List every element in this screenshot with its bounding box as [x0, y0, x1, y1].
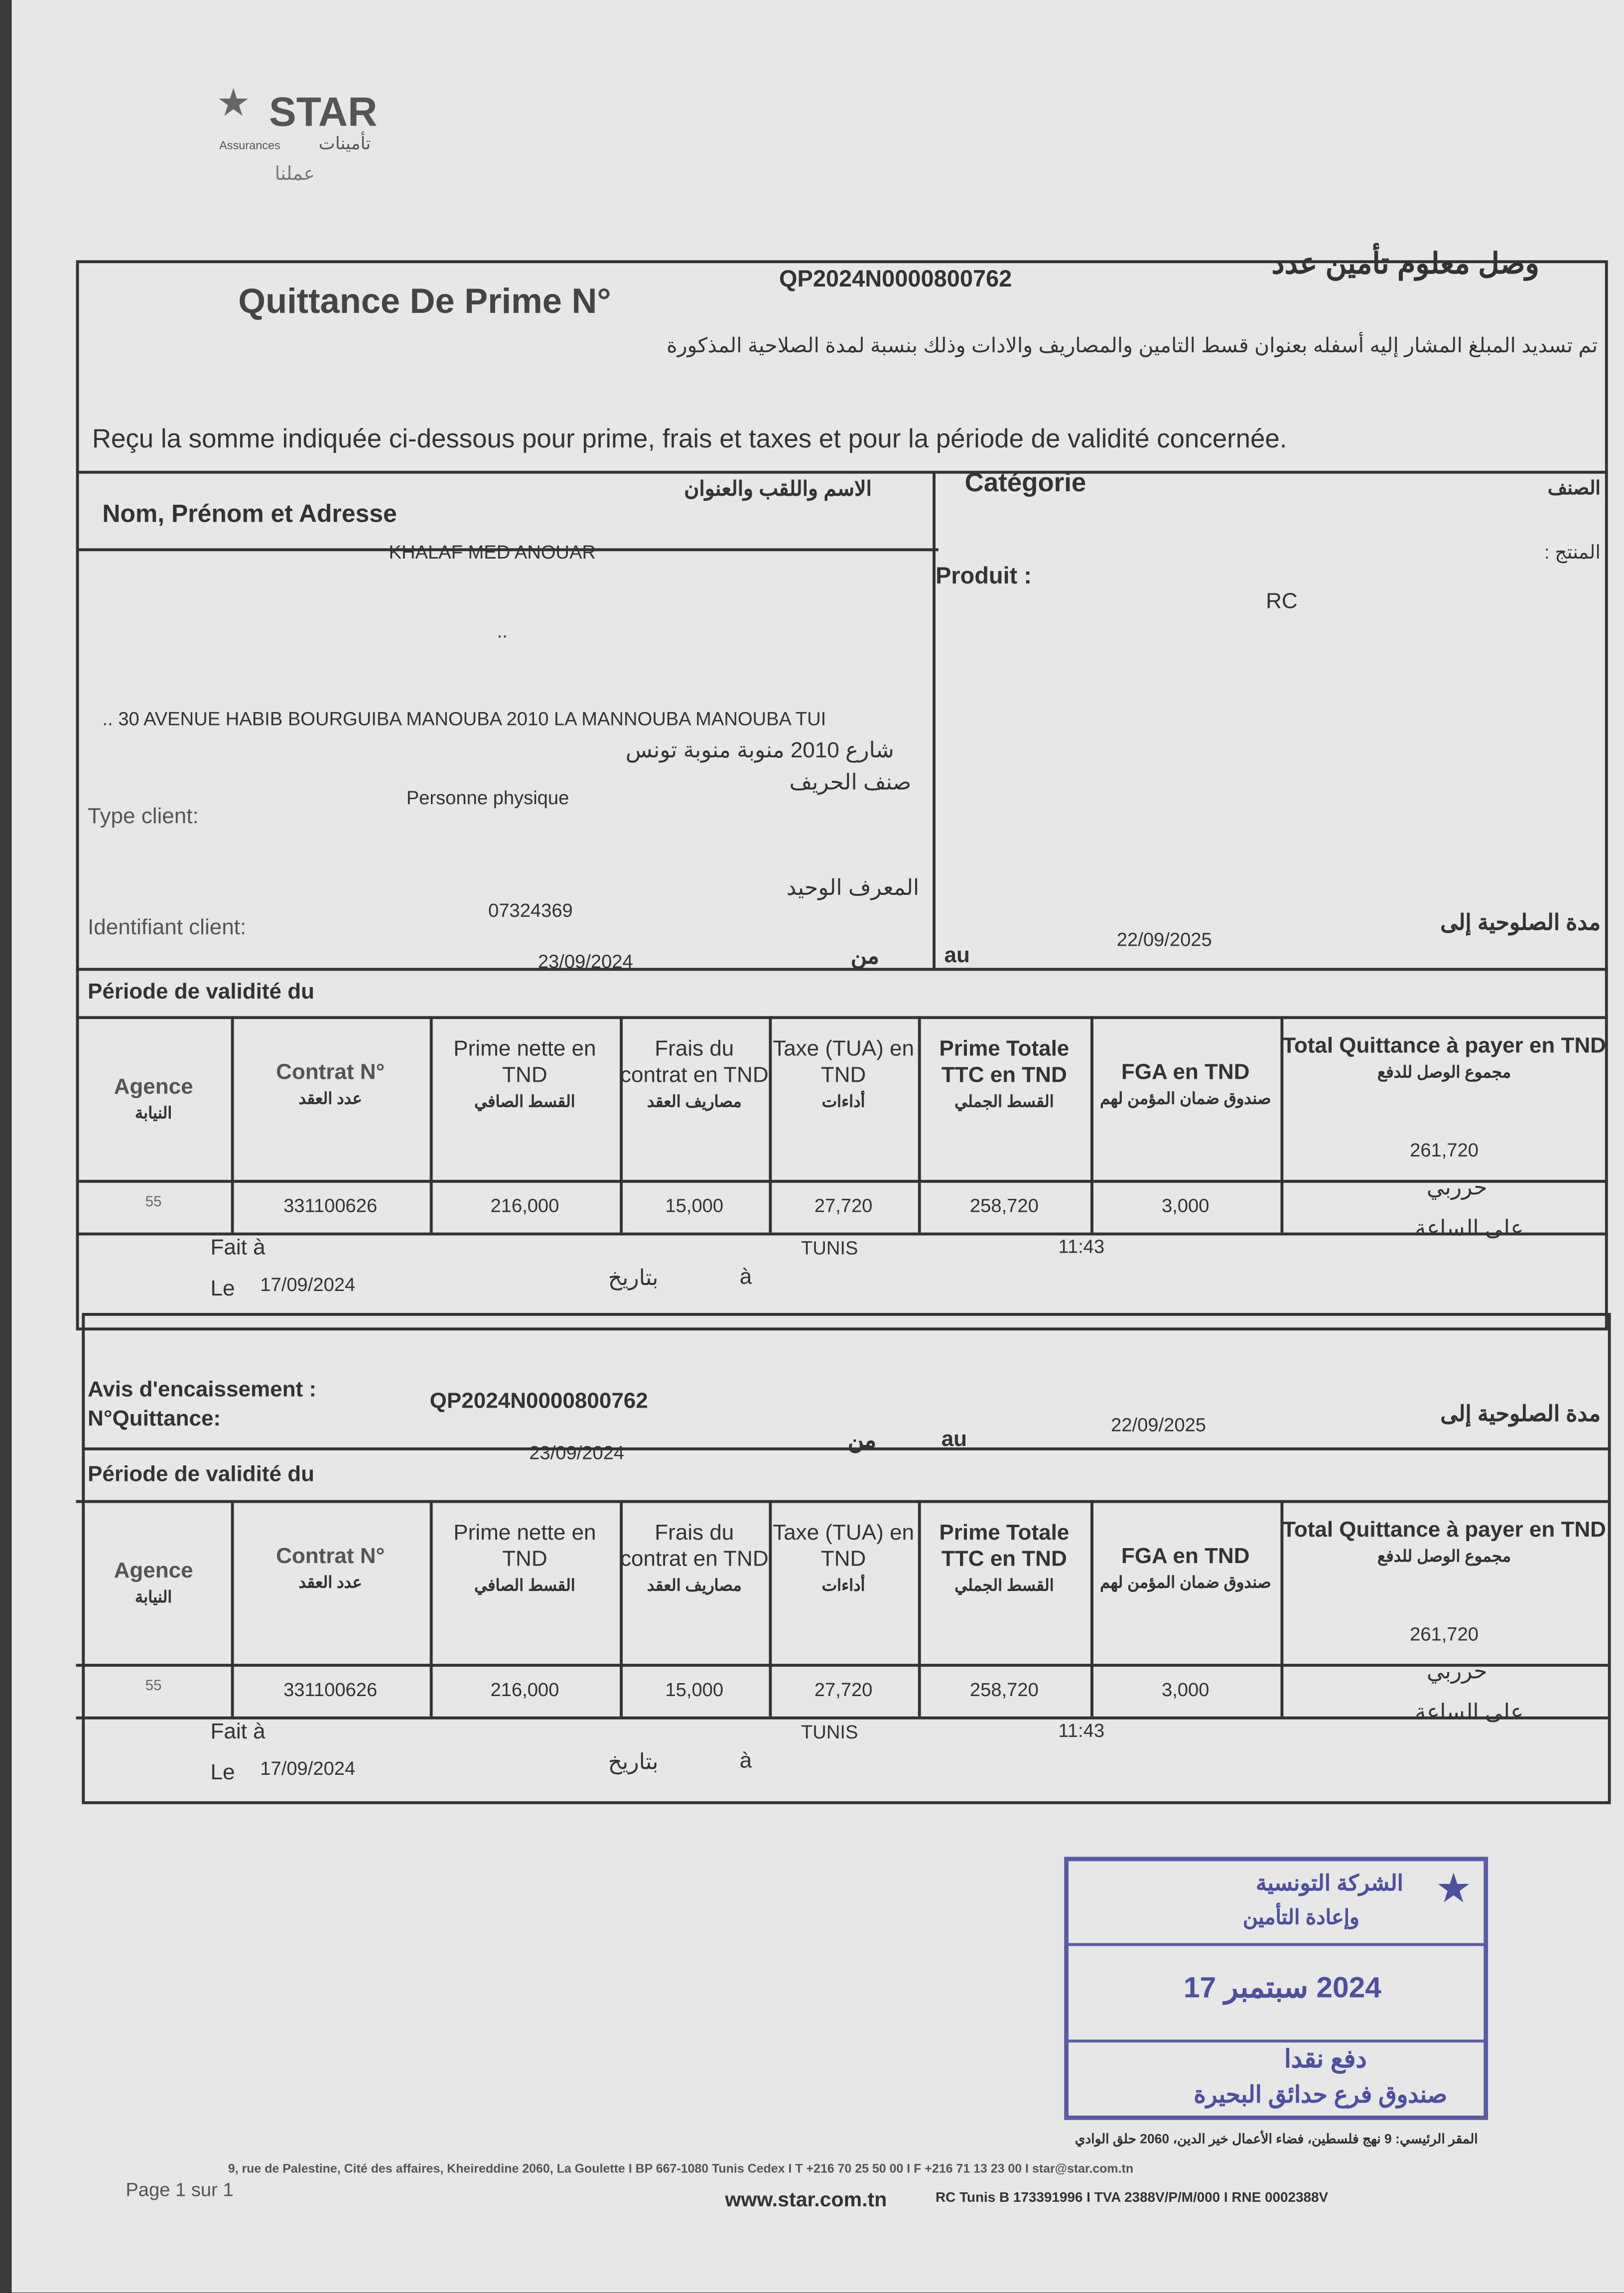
column-header: Agence النيابة [114, 1558, 193, 1607]
table-cell: 331100626 [283, 1194, 378, 1217]
date-label-ar: بتاريخ [608, 1266, 659, 1291]
date-value: 17/09/2024 [260, 1273, 356, 1295]
column-header: Contrat N° عدد العقد [276, 1544, 385, 1592]
a-label: à [739, 1265, 752, 1290]
a-label: à [739, 1748, 752, 1774]
logo-arabic: تأمينات [318, 133, 371, 154]
fait-value: TUNIS [801, 1720, 858, 1743]
footer-legal: RC Tunis B 173391996 I TVA 2388V/P/M/000 I RNE 0002388V [935, 2190, 1329, 2206]
stamp-date: 2024 سبتمبر 17 [1183, 1972, 1381, 2005]
fait-ar: حرربي [1426, 1175, 1488, 1201]
avis-period-to: 22/09/2025 [1111, 1414, 1207, 1436]
footer-address-ar: المقر الرئيسي: 9 نهج فلسطين، فضاء الأعمال خير الدين، 2060 حلق الوادي [1075, 2132, 1478, 2147]
time-label-ar: على الساعة [1415, 1216, 1524, 1242]
logo-brand: STAR [269, 89, 378, 135]
type-client-value: Personne physique [406, 786, 569, 809]
column-header: Total Quittance à payer en TND مجموع الوصل للدفع [1282, 1517, 1606, 1566]
column-header: FGA en TND صندوق ضمان المؤمن لهم [1099, 1544, 1271, 1592]
avis-period-label: Période de validité du [88, 1462, 315, 1487]
date-value: 17/09/2024 [260, 1757, 356, 1780]
type-client-label: Type client: [88, 804, 199, 829]
client-dots: .. [497, 620, 508, 642]
avis-number: QP2024N0000800762 [429, 1389, 648, 1414]
table-cell: 216,000 [490, 1194, 559, 1217]
quittance-number: QP2024N0000800762 [779, 267, 1012, 292]
client-address-ar: شارع 2010 منوبة منوبة تونس [625, 738, 894, 763]
stamp-star-icon: ★ [1435, 1865, 1472, 1911]
period-from-ar: من [850, 944, 879, 970]
date-label-ar: بتاريخ [608, 1750, 659, 1775]
footer-address: 9, rue de Palestine, Cité des affaires, Kheireddine 2060, La Goulette I BP 667-1080 Tunis Cedex I T +216 70 25 50 00 I F +216 71 13 23 00 I star@star.com.tn [228, 2160, 1134, 2176]
client-id-value: 07324369 [488, 899, 573, 921]
produit-value: RC [1266, 589, 1298, 614]
client-section-label: Nom, Prénom et Adresse [102, 500, 397, 528]
star-icon: ★ [216, 80, 251, 125]
table-cell: 258,720 [969, 1194, 1039, 1217]
client-address: .. 30 AVENUE HABIB BOURGUIBA MANOUBA 2010 LA MANNOUBA MANOUBA TUI [102, 708, 826, 730]
avis-num-label: N°Quittance: [88, 1406, 221, 1432]
le-label: Le [210, 1276, 235, 1301]
fait-label: Fait à [210, 1719, 266, 1744]
table-cell: 3,000 [1161, 1678, 1210, 1701]
column-header: Prime nette en TND القسط الصافي [453, 1036, 596, 1112]
column-header: Frais du contrat en TND مصاريف العقد [620, 1520, 769, 1595]
time-label-ar: على الساعة [1415, 1700, 1524, 1725]
type-client-label-ar: صنف الحريف [789, 770, 912, 796]
table-cell: 331100626 [283, 1678, 378, 1701]
period-from: 23/09/2024 [538, 950, 633, 973]
intro-ar: تم تسديد المبلغ المشار إليه أسفله بعنوان قسط التامين والمصاريف والادات وذلك بنسبة لمدة الصلاحية المذكورة [667, 333, 1598, 357]
quittance-title-ar: وصل معلوم تأمين عدد [1271, 248, 1539, 281]
table-cell: 15,000 [665, 1678, 724, 1701]
avis-period-from-ar: من [847, 1428, 876, 1453]
fait-ar: حرربي [1426, 1659, 1488, 1685]
table-cell: 3,000 [1161, 1194, 1210, 1217]
category-label-ar: الصنف [1547, 476, 1601, 499]
period-label-ar: مدة الصلوحية إلى [1440, 911, 1601, 936]
stamp-line3: دفع نقدا [1284, 2045, 1367, 2073]
table-cell: 258,720 [969, 1678, 1039, 1701]
table-cell: 27,720 [814, 1678, 873, 1701]
column-header: Agence النيابة [114, 1074, 193, 1123]
fait-value: TUNIS [801, 1237, 858, 1259]
avis-label: Avis d'encaissement : [88, 1377, 317, 1402]
period-to: 22/09/2025 [1116, 928, 1212, 951]
column-header: Prime Totale TTC en TND القسط الجملي [939, 1520, 1070, 1595]
client-id-label: Identifiant client: [88, 915, 247, 940]
page-number: Page 1 sur 1 [126, 2178, 234, 2201]
column-header: Contrat N° عدد العقد [276, 1060, 385, 1109]
period-au: au [944, 943, 970, 968]
client-section-label-ar: الاسم واللقب والعنوان [684, 476, 872, 500]
le-label: Le [210, 1760, 235, 1785]
produit-label: Produit : [935, 564, 1032, 589]
period-label: Période de validité du [88, 979, 315, 1004]
payment-stamp [1064, 1857, 1488, 2120]
receipt-document [11, 0, 1624, 2293]
produit-label-ar: المنتج : [1544, 541, 1601, 563]
table-cell: 216,000 [490, 1678, 559, 1701]
column-header: Taxe (TUA) en TND أداءات [773, 1520, 914, 1595]
table-cell: 55 [145, 1194, 162, 1211]
table-cell: 261,720 [1410, 1139, 1479, 1161]
avis-period-from: 23/09/2024 [529, 1441, 625, 1464]
table-cell: 15,000 [665, 1194, 724, 1217]
logo-sub: Assurances [219, 139, 280, 152]
column-header: Prime nette en TND القسط الصافي [453, 1520, 596, 1595]
stamp-line2: وإعادة التأمين [1242, 1905, 1359, 1929]
table-cell: 55 [145, 1678, 162, 1695]
column-header: Prime Totale TTC en TND القسط الجملي [939, 1036, 1070, 1112]
column-header: Frais du contrat en TND مصاريف العقد [620, 1036, 769, 1112]
client-name: KHALAF MED ANOUAR [389, 541, 596, 563]
quittance-title: Quittance De Prime N° [238, 282, 611, 322]
category-label: Catégorie [964, 467, 1086, 497]
table-cell: 27,720 [814, 1194, 873, 1217]
avis-period-label-ar: مدة الصلوحية إلى [1440, 1402, 1601, 1427]
client-id-label-ar: المعرف الوحيد [786, 875, 920, 901]
table-cell: 261,720 [1410, 1623, 1479, 1645]
fait-label: Fait à [210, 1235, 266, 1261]
column-header: Total Quittance à payer en TND مجموع الوصل للدفع [1282, 1033, 1606, 1082]
time-value: 11:43 [1058, 1719, 1105, 1741]
column-header: Taxe (TUA) en TND أداءات [773, 1036, 914, 1112]
time-value: 11:43 [1058, 1235, 1105, 1258]
column-header: FGA en TND صندوق ضمان المؤمن لهم [1099, 1060, 1271, 1109]
footer-website[interactable]: www.star.com.tn [725, 2187, 887, 2211]
logo-slogan: عملنا [274, 162, 315, 184]
stamp-line4: صندوق فرع حدائق البحيرة [1194, 2083, 1447, 2109]
avis-period-au: au [941, 1427, 967, 1452]
intro-fr: Reçu la somme indiquée ci-dessous pour prime, frais et taxes et pour la période de validité concernée. [92, 424, 1287, 453]
stamp-line1: الشركة التونسية [1255, 1871, 1403, 1896]
